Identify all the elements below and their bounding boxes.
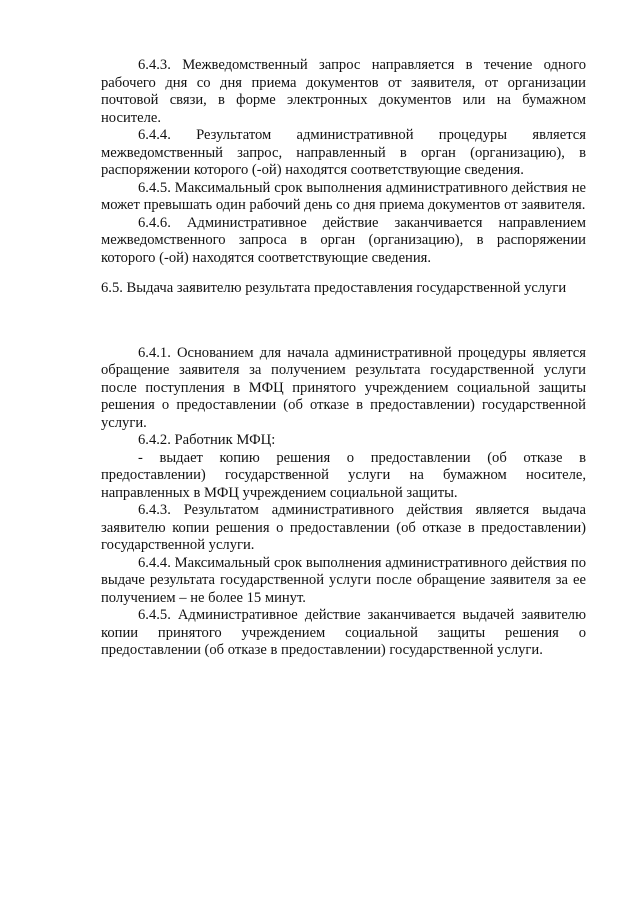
paragraph-6-4-1-procedure-basis: 6.4.1. Основанием для начала административной процедуры является обращение заявителя за получением результата государственной услуги после поступления в МФЦ принятого учреждением социальной защиты решения о предоставлении (об отказе в предоставлении) государственной услуги. <box>101 344 586 431</box>
paragraph-6-4-6-action-completion: 6.4.6. Административное действие заканчивается направлением межведомственного запроса в орган (организацию), в распоряжении которого (-ой) находятся соответствующие сведения. <box>101 214 586 266</box>
paragraph-6-4-4-procedure-result: 6.4.4. Результатом административной процедуры является межведомственный запрос, направленный в орган (организацию), в распоряжении которого (-ой) находятся соответствующие сведения. <box>101 127 586 178</box>
paragraph-6-4-5-action-completion: 6.4.5. Административное действие заканчивается выдачей заявителю копии принятого учреждением социальной защиты решения о предоставлении (об отказе в предоставлении) государственной услуги. <box>101 607 586 658</box>
paragraph-6-4-2-mfc-worker: 6.4.2. Работник МФЦ: <box>138 432 276 448</box>
list-item-issues-decision-copy: - выдает копию решения о предоставлении (об отказе в предоставлении) государственной услуги на бумажном носителе, направленных в МФЦ учреждением социальной защиты. <box>101 449 586 501</box>
paragraph-6-4-5-max-duration: 6.4.5. Максимальный срок выполнения административного действия не может превышать один рабочий день со дня приема документов от заявителя. <box>101 179 586 213</box>
section-spacer <box>101 298 586 345</box>
paragraph-6-4-4-max-duration: 6.4.4. Максимальный срок выполнения административного действия по выдаче результата государственной услуги после обращение заявителя за ее получением – не более 15 минут. <box>101 554 586 606</box>
section-heading-6-5: 6.5. Выдача заявителю результата предоставления государственной услуги <box>101 280 567 296</box>
paragraph-6-4-3-request-timing: 6.4.3. Межведомственный запрос направляется в течение одного рабочего дня со дня приема документов от заявителя, от организации почтовой связи, в форме электронных документов или на бумажном носителе. <box>101 57 586 126</box>
document-body <box>101 57 586 660</box>
paragraph-6-4-3-action-result: 6.4.3. Результатом административного действия является выдача заявителю копии решения о предоставлении (об отказе в предоставлении) государственной услуги. <box>101 502 586 553</box>
